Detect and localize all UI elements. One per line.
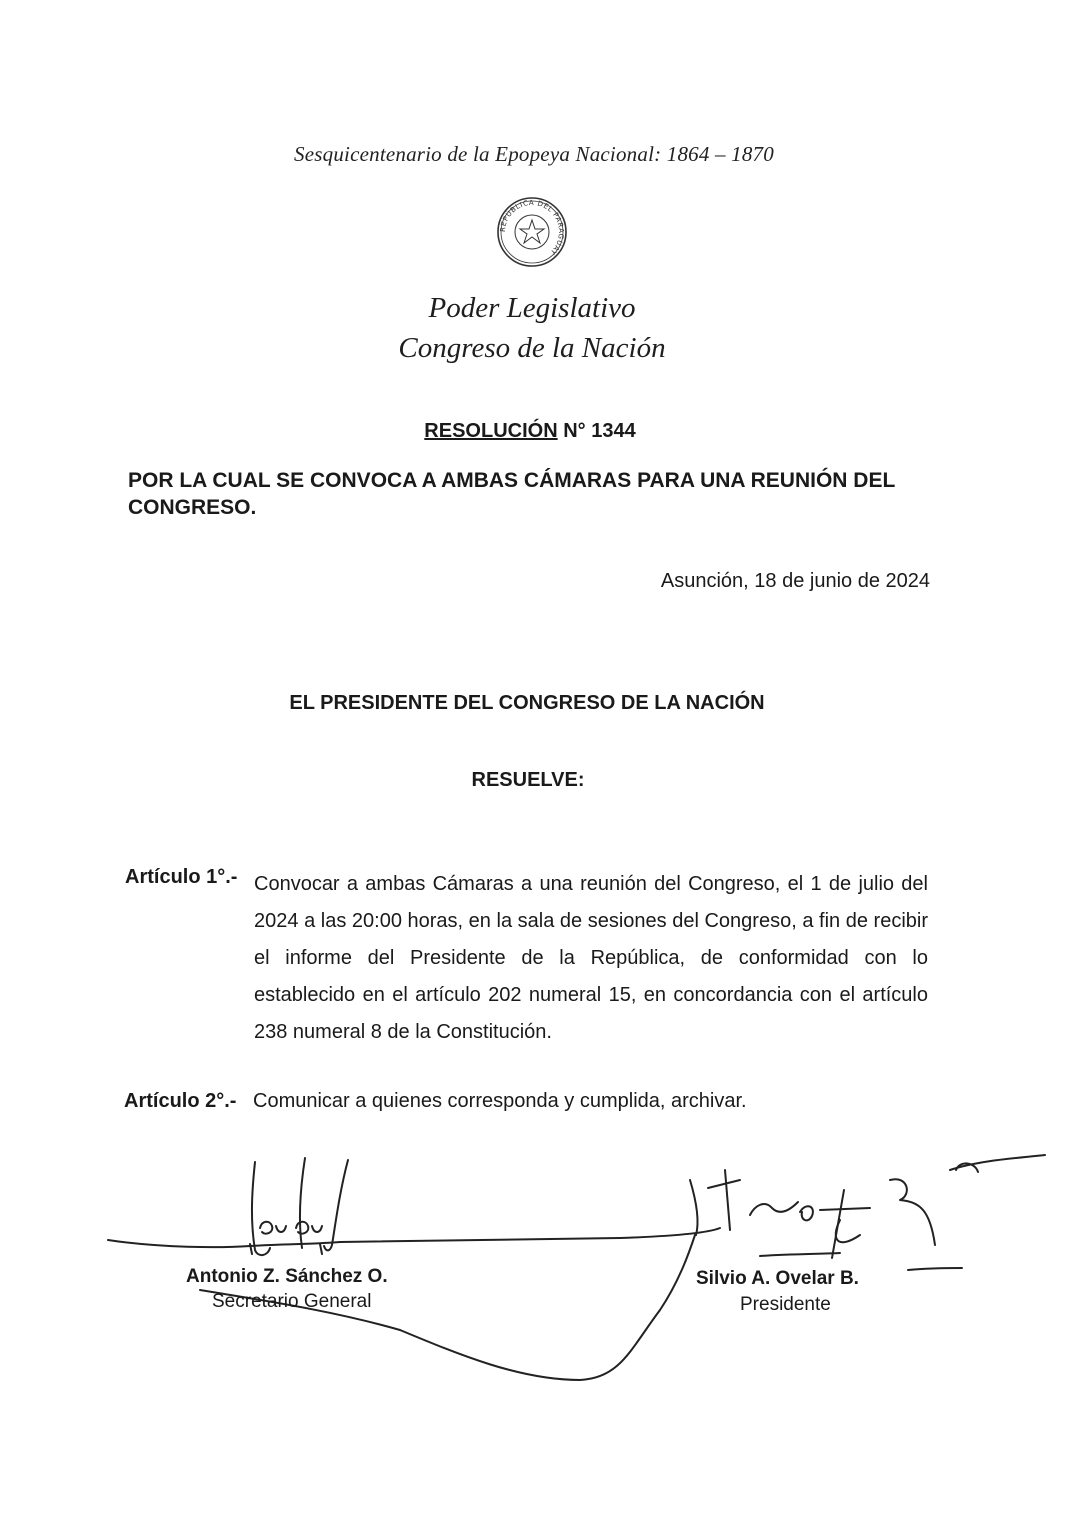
resolves-heading: RESUELVE: — [471, 769, 585, 791]
right-signer-role: Presidente — [740, 1294, 831, 1315]
right-signature-stroke — [836, 1220, 860, 1242]
right-signature-stroke — [725, 1170, 730, 1230]
right-signature-line — [340, 1228, 720, 1242]
right-signature-stroke — [890, 1179, 935, 1245]
signatures-drawing — [100, 1140, 1080, 1390]
right-signer-name: Silvio A. Ovelar B. — [696, 1268, 859, 1289]
right-signature-stroke — [820, 1208, 870, 1210]
left-signer-role: Secretario General — [212, 1291, 372, 1312]
right-signature-underline — [760, 1253, 840, 1256]
place-and-date: Asunción, 18 de junio de 2024 — [660, 570, 930, 592]
seal-inscription: REPÚBLICA DEL PARAGUAY — [498, 198, 566, 257]
institution-name: Poder Legislativo — [428, 292, 636, 324]
right-signature-stroke — [708, 1180, 740, 1188]
article-1-label: Artículo 1°.- — [125, 866, 238, 888]
right-signature-loop — [400, 1235, 695, 1380]
left-signature-stroke — [260, 1222, 286, 1234]
national-seal-icon — [496, 196, 568, 268]
article-2-label: Artículo 2°.- — [124, 1090, 237, 1112]
resolution-heading — [0, 420, 1060, 443]
resolution-title: POR LA CUAL SE CONVOCA A AMBAS CÁMARAS PARA UNA REUNIÓN DEL CONGRESO. — [128, 469, 895, 519]
right-signature-dash — [908, 1268, 962, 1270]
article-2-text: Comunicar a quienes corresponda y cumplida, archivar. — [253, 1090, 747, 1112]
right-signature-stroke — [750, 1202, 798, 1215]
right-signature-stroke — [690, 1180, 698, 1235]
left-signature-baseline — [108, 1240, 340, 1247]
left-signer-name: Antonio Z. Sánchez O. — [186, 1266, 388, 1287]
article-1-text: Convocar a ambas Cámaras a una reunión del Congreso, el 1 de julio del 2024 a las 20:00 horas, en la sala de sesiones del Congreso, a fin de recibir el informe del Presidente de la República, de conformidad con lo establecido en el artículo 202 numeral 15, en concordancia con el artículo 238 numeral 8 de la Constitución. — [254, 873, 928, 1043]
issuing-authority: EL PRESIDENTE DEL CONGRESO DE LA NACIÓN — [289, 692, 765, 714]
institution-subname: Congreso de la Nación — [398, 332, 666, 364]
left-signature-stroke — [252, 1162, 270, 1255]
commemorative-motto: Sesquicentenario de la Epopeya Nacional: 1864 – 1870 — [294, 142, 774, 166]
resolution-number: N° 1344 — [563, 420, 636, 442]
right-signature-stroke — [800, 1206, 813, 1220]
resolution-label: RESOLUCIÓN — [424, 420, 558, 442]
left-signature-stroke — [324, 1160, 348, 1250]
